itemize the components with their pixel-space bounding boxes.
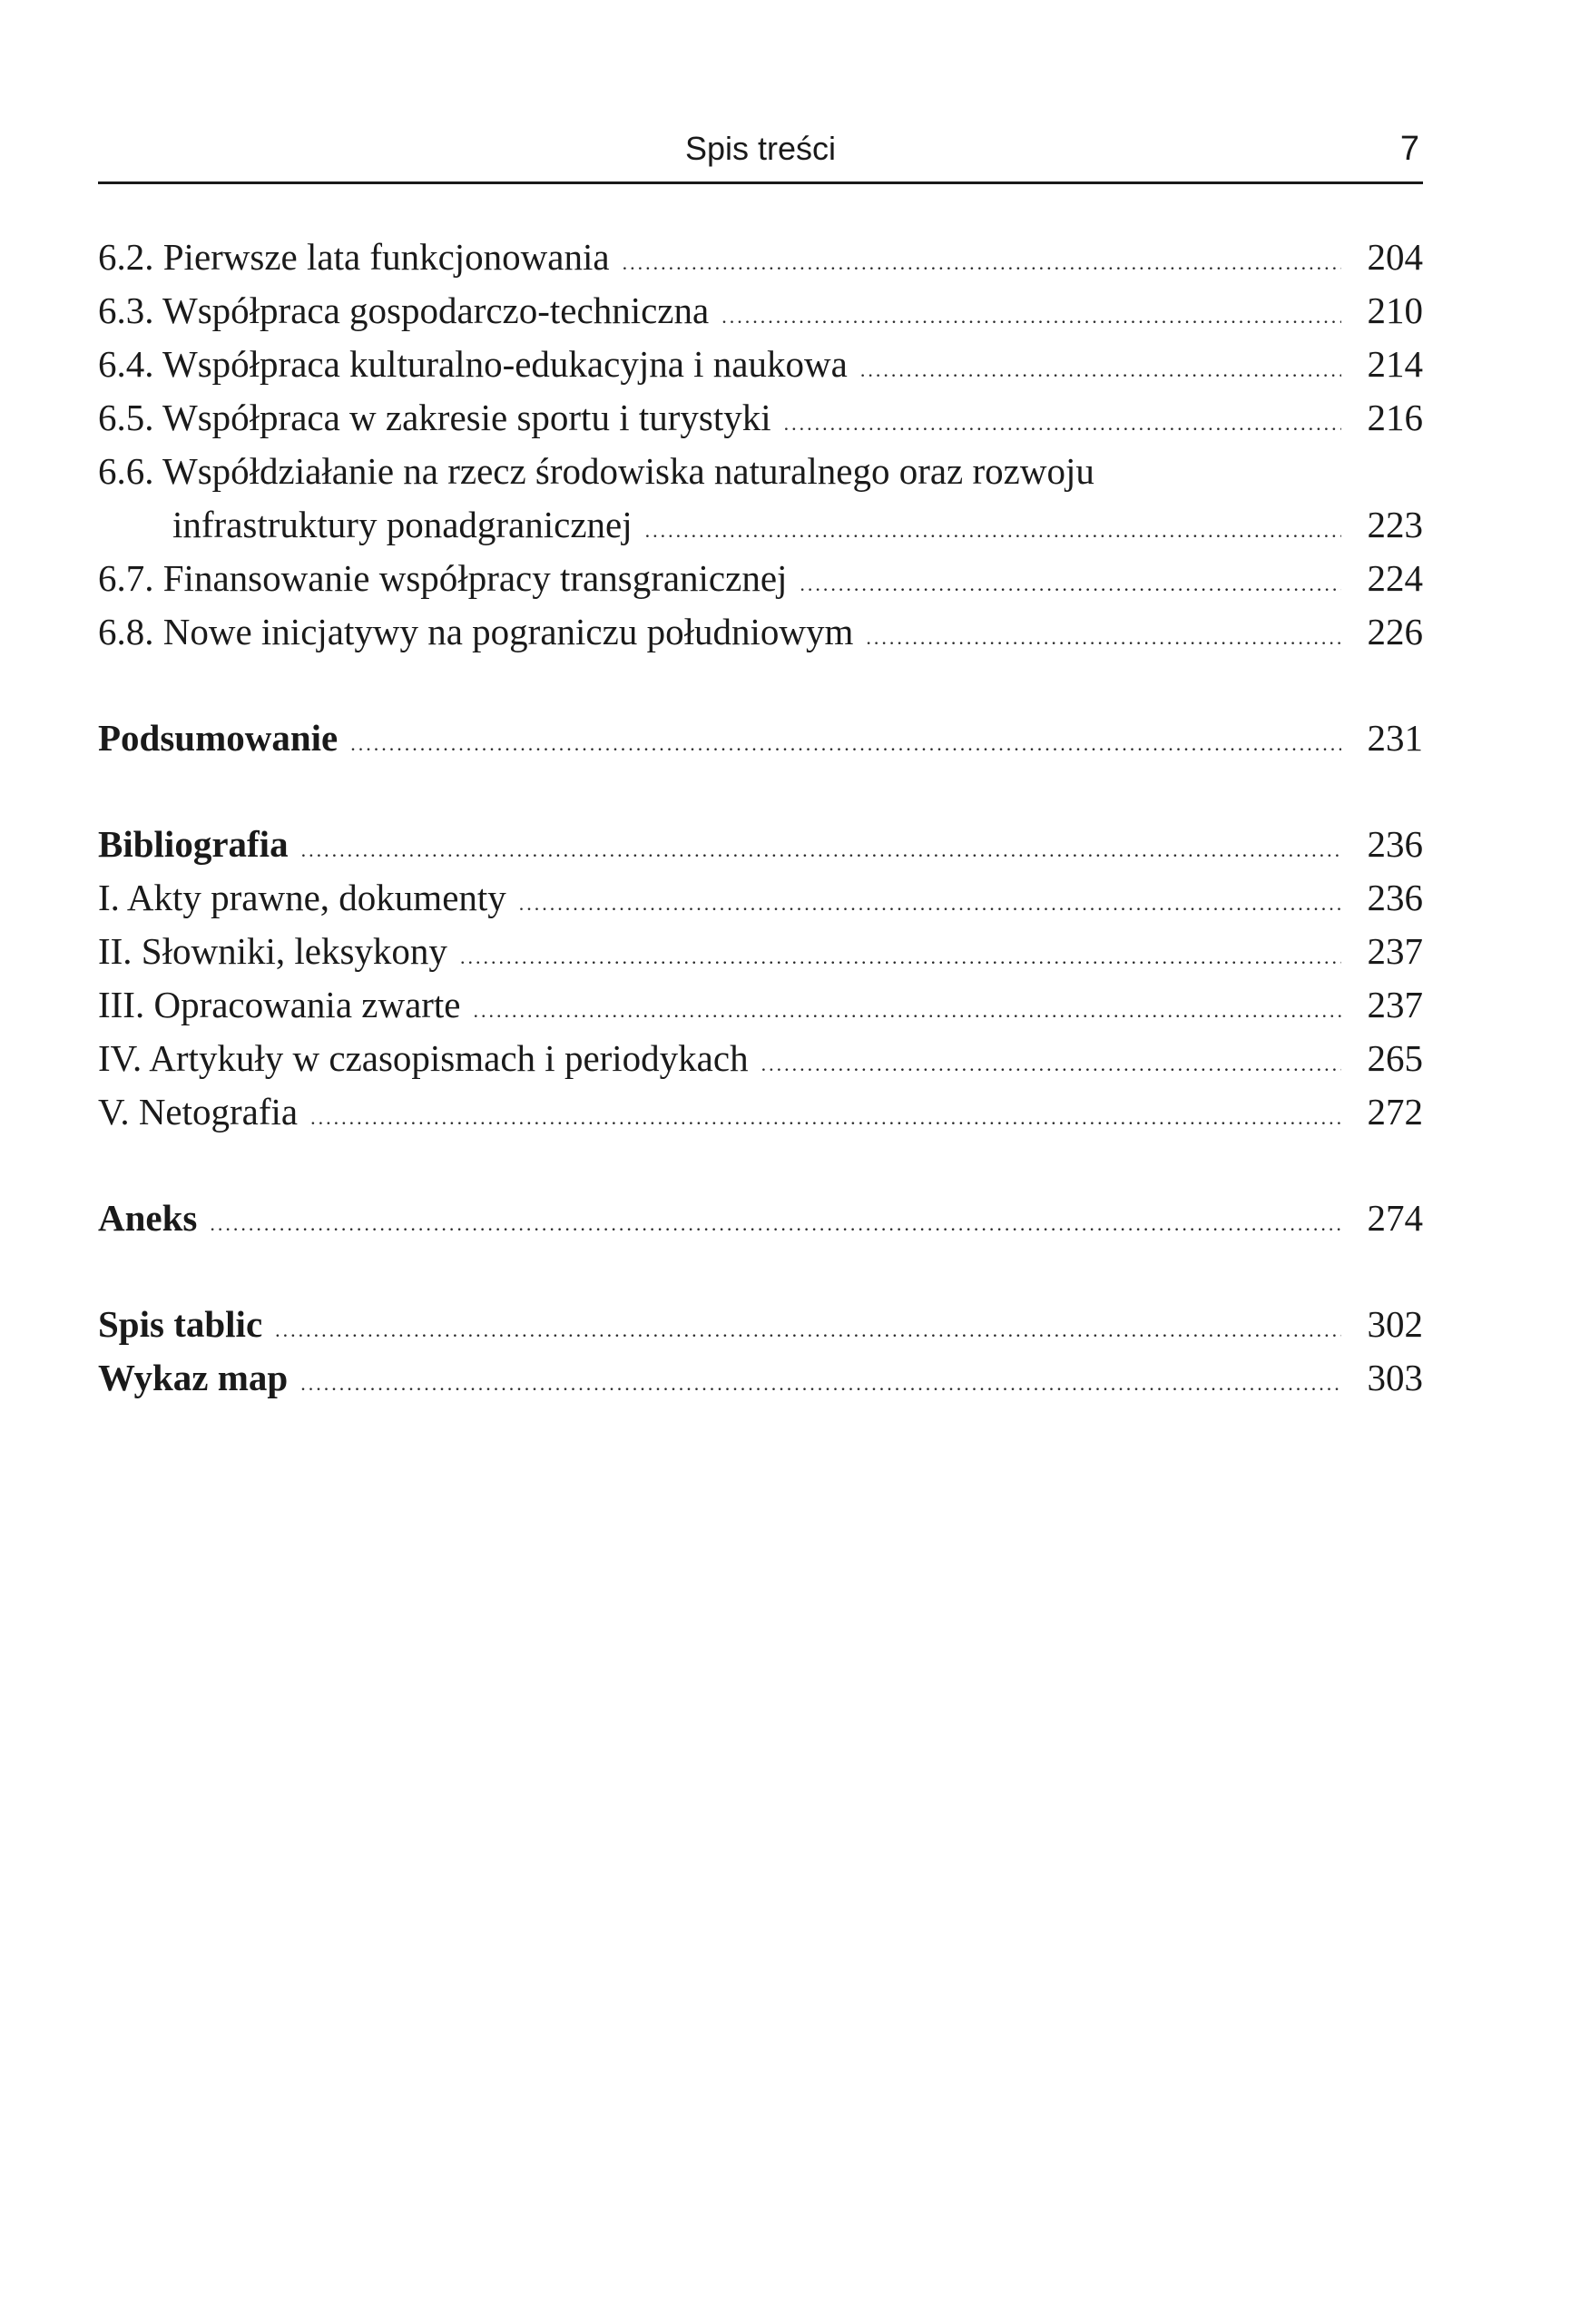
toc-entry-6-5: [98, 391, 1423, 445]
toc-entry-6-8: [98, 605, 1423, 659]
dot-leader: [800, 557, 1341, 611]
toc-entry-bibliography-3: [98, 978, 1423, 1032]
toc-entry-label: Spis tablic: [98, 1303, 263, 1345]
dot-leader: [301, 823, 1341, 877]
toc-entry-label: I. Akty prawne, dokumenty: [98, 877, 506, 918]
dot-leader: [210, 1197, 1341, 1250]
toc-entry-bibliography-2: [98, 925, 1423, 978]
toc-entry-page: 204: [1367, 236, 1423, 278]
section-spacer: [98, 659, 1423, 711]
toc-entry-page: 236: [1367, 877, 1423, 918]
toc-entry-annex: [98, 1191, 1423, 1245]
running-head: [98, 129, 1423, 184]
dot-leader: [300, 1357, 1341, 1410]
toc-entry-6-3: [98, 284, 1423, 338]
dot-leader: [350, 717, 1341, 770]
toc-entry-6-4: [98, 338, 1423, 391]
toc-entry-page: 214: [1367, 343, 1423, 385]
toc-entry-6-6-continuation: [98, 498, 1423, 552]
toc-entry-label: Aneks: [98, 1197, 198, 1239]
toc-entry-label: 6.2. Pierwsze lata funkcjonowania: [98, 236, 610, 278]
toc-entry-page: 224: [1367, 557, 1423, 599]
toc-entry-label: 6.6. Współdziałanie na rzecz środowiska naturalnego oraz rozwoju: [98, 450, 1094, 492]
toc-entry-maps-list: [98, 1351, 1423, 1405]
toc-entry-label: V. Netografia: [98, 1091, 299, 1133]
toc-entry-label: Podsumowanie: [98, 717, 339, 759]
toc-entry-page: 231: [1367, 717, 1423, 759]
toc-entry-bibliography-5: [98, 1085, 1423, 1139]
toc-entry-6-2: [98, 230, 1423, 284]
toc-entry-page: 223: [1367, 504, 1423, 545]
toc-entry-page: 210: [1367, 289, 1423, 331]
dot-leader: [474, 984, 1341, 1037]
dot-leader: [721, 289, 1341, 343]
toc-entry-label: infrastruktury ponadgranicznej: [172, 504, 633, 545]
dot-leader: [761, 1037, 1341, 1091]
toc-entry-page: 237: [1367, 984, 1423, 1025]
toc-entry-tables-list: [98, 1298, 1423, 1351]
dot-leader: [460, 930, 1341, 984]
toc-entry-bibliography-1: [98, 871, 1423, 925]
dot-leader: [645, 504, 1341, 557]
dot-leader: [275, 1303, 1341, 1357]
toc-entry-page: 226: [1367, 611, 1423, 652]
page-number: 7: [1399, 130, 1419, 168]
toc-entry-label: 6.5. Współpraca w zakresie sportu i turystyki: [98, 397, 771, 438]
toc-entry-page: 272: [1367, 1091, 1423, 1133]
dot-leader: [784, 397, 1341, 450]
table-of-contents: [98, 230, 1423, 1405]
section-spacer: [98, 1139, 1423, 1191]
toc-entry-page: 302: [1367, 1303, 1423, 1345]
toc-entry-label: 6.3. Współpraca gospodarczo-techniczna: [98, 289, 710, 331]
toc-entry-6-6: [98, 445, 1423, 498]
toc-entry-bibliography-4: [98, 1032, 1423, 1085]
toc-entry-6-7: [98, 552, 1423, 605]
toc-entry-page: 236: [1367, 823, 1423, 865]
toc-entry-label: Bibliografia: [98, 823, 289, 865]
toc-entry-label: 6.7. Finansowanie współpracy transgranicznej: [98, 557, 788, 599]
toc-entry-summary: [98, 711, 1423, 765]
toc-entry-page: 303: [1367, 1357, 1423, 1398]
toc-entry-label: 6.4. Współpraca kulturalno-edukacyjna i naukowa: [98, 343, 848, 385]
toc-entry-label: III. Opracowania zwarte: [98, 984, 461, 1025]
section-spacer: [98, 1245, 1423, 1298]
toc-entry-page: 274: [1367, 1197, 1423, 1239]
dot-leader: [519, 877, 1341, 930]
toc-entry-bibliography: [98, 818, 1423, 871]
dot-leader: [310, 1091, 1341, 1144]
dot-leader: [866, 611, 1341, 664]
toc-entry-page: 216: [1367, 397, 1423, 438]
dot-leader: [860, 343, 1341, 397]
running-title: Spis treści: [684, 130, 837, 167]
toc-entry-label: IV. Artykuły w czasopismach i periodykach: [98, 1037, 749, 1079]
toc-entry-page: 265: [1367, 1037, 1423, 1079]
toc-entry-label: Wykaz map: [98, 1357, 289, 1398]
dot-leader: [623, 236, 1341, 289]
section-spacer: [98, 765, 1423, 818]
toc-entry-label: II. Słowniki, leksykony: [98, 930, 447, 972]
toc-entry-page: 237: [1367, 930, 1423, 972]
toc-entry-label: 6.8. Nowe inicjatywy na pograniczu południowym: [98, 611, 854, 652]
